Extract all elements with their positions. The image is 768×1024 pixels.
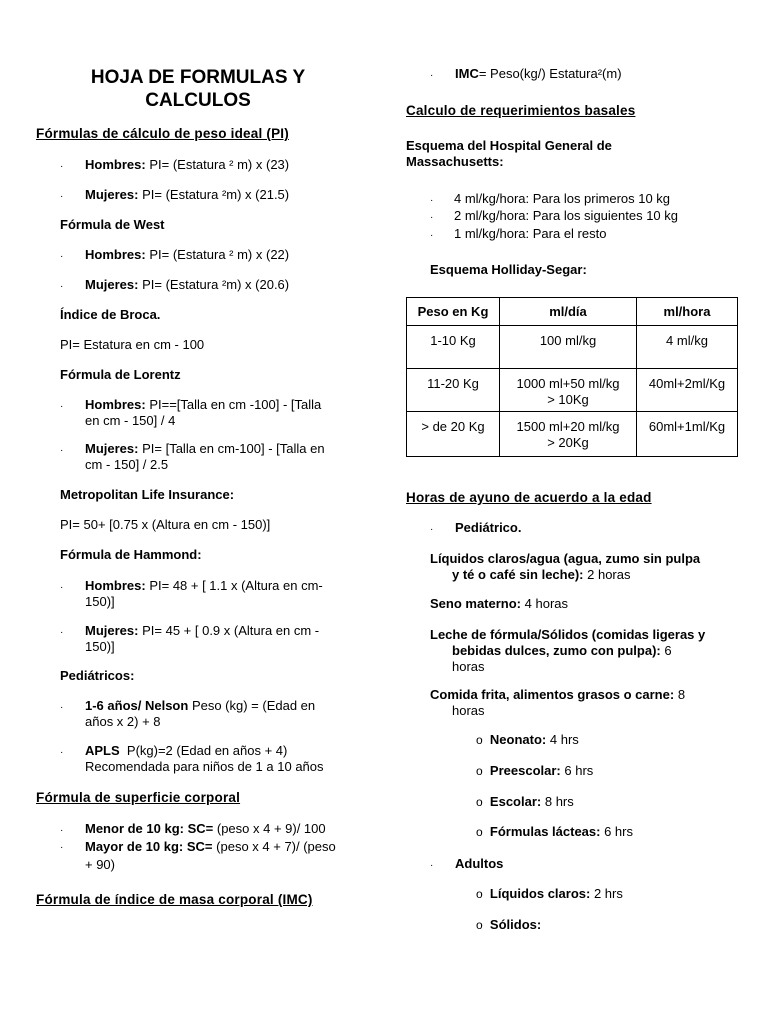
adultos-label: Adultos xyxy=(455,856,504,871)
metro-heading: Metropolitan Life Insurance: xyxy=(60,487,235,502)
table-header-cell: Peso en Kg xyxy=(407,298,500,326)
mass-item: 1 ml/kg/hora: Para el resto xyxy=(454,226,607,241)
mass-item: 2 ml/kg/hora: Para los siguientes 10 kg xyxy=(454,208,679,223)
adult-solidos-item: o Sólidos: xyxy=(476,917,542,932)
bullet-icon: · xyxy=(430,195,434,206)
req-heading: Calculo de requerimientos basales xyxy=(406,103,636,118)
leche-item: Leche de fórmula/Sólidos (comidas ligeras y bebidas dulces, zumo con pulpa): 6 horas xyxy=(430,627,706,674)
bullet-icon: · xyxy=(60,191,64,202)
liquidos-item: Líquidos claros/agua (agua, zumo sin pulpa y té o café sin leche): 2 horas xyxy=(430,551,701,582)
west-mujeres-text: Mujeres: PI= (Estatura ²m) x (20.6) xyxy=(85,277,290,292)
bullet-icon: · xyxy=(60,582,64,593)
bullet-icon: · xyxy=(60,251,64,262)
bullet-icon: · xyxy=(430,860,434,871)
imc-formula: IMC= Peso(kg/) Estatura²(m) xyxy=(455,66,622,81)
mass-heading: Esquema del Hospital General de Massachusetts: xyxy=(406,138,612,169)
lorentz-mujeres-text: Mujeres: PI= [Talla en cm-100] - [Talla en cm - 150] / 2.5 xyxy=(85,441,325,472)
circle-bullet-icon: o xyxy=(476,764,483,778)
ayuno-heading: Horas de ayuno de acuerdo a la edad xyxy=(406,490,652,505)
table-cell: > de 20 Kg xyxy=(407,412,500,457)
table-row xyxy=(407,412,738,457)
sc-mayor-text: Mayor de 10 kg: SC= (peso x 4 + 7)/ (peso + 90) xyxy=(85,839,336,872)
bullet-icon: · xyxy=(60,401,64,412)
bullet-icon: · xyxy=(430,524,434,535)
right-column xyxy=(406,0,740,1024)
table-row xyxy=(407,326,738,369)
table-cell: 1500 ml+20 ml/kg > 20Kg xyxy=(500,412,637,457)
bullet-icon: · xyxy=(60,161,64,172)
circle-bullet-icon: o xyxy=(476,825,483,839)
broca-formula: PI= Estatura en cm - 100 xyxy=(60,337,205,352)
page-title: HOJA DE FORMULAS Y CALCULOS xyxy=(90,67,306,111)
neonato-item: o Neonato: 4 hrs xyxy=(476,732,579,747)
west-heading: Fórmula de West xyxy=(60,217,165,232)
pediatrico-label: Pediátrico. xyxy=(455,520,522,535)
table-row xyxy=(407,369,738,412)
lorentz-hombres-text: Hombres: PI==[Talla en cm -100] - [Talla en cm - 150] / 4 xyxy=(85,397,322,428)
table-cell: 100 ml/kg xyxy=(500,326,637,369)
circle-bullet-icon: o xyxy=(476,918,483,932)
bullet-icon: · xyxy=(430,230,434,241)
hammond-mujeres-text: Mujeres: PI= 45 + [ 0.9 x (Altura en cm - 150)] xyxy=(85,623,320,654)
imc-heading: Fórmula de índice de masa corporal (IMC) xyxy=(36,892,313,907)
bullet-icon: · xyxy=(60,702,64,713)
bullet-icon: · xyxy=(430,212,434,223)
table-cell: 1000 ml+50 ml/kg > 10Kg xyxy=(500,369,637,412)
seno-item: Seno materno: 4 horas xyxy=(430,596,569,611)
pediatricos-heading: Pediátricos: xyxy=(60,668,135,683)
metro-formula: PI= 50+ [0.75 x (Altura en cm - 150)] xyxy=(60,517,271,532)
lorentz-heading: Fórmula de Lorentz xyxy=(60,367,181,382)
table-cell: 11-20 Kg xyxy=(407,369,500,412)
table-header-cell: ml/hora xyxy=(637,298,738,326)
bullet-icon: · xyxy=(60,747,64,758)
bullet-icon: · xyxy=(430,70,434,81)
formulas-lacteas-item: o Fórmulas lácteas: 6 hrs xyxy=(476,824,633,839)
pi-mujeres-text: Mujeres: PI= (Estatura ²m) x (21.5) xyxy=(85,187,290,202)
bullet-icon: · xyxy=(60,842,64,853)
bullet-icon: · xyxy=(60,825,64,836)
table-header-row xyxy=(407,298,738,326)
escolar-item: o Escolar: 8 hrs xyxy=(476,794,574,809)
hammond-heading: Fórmula de Hammond: xyxy=(60,547,202,562)
ped-nelson-text: 1-6 años/ Nelson Peso (kg) = (Edad en años x 2) + 8 xyxy=(85,698,316,729)
west-hombres-text: Hombres: PI= (Estatura ² m) x (22) xyxy=(85,247,290,262)
left-column xyxy=(36,0,376,1024)
bullet-icon: · xyxy=(60,627,64,638)
pi-hombres-item xyxy=(60,157,63,175)
mass-item: 4 ml/kg/hora: Para los primeros 10 kg xyxy=(454,191,671,206)
holliday-segar-table xyxy=(406,297,738,457)
pi-heading: Fórmulas de cálculo de peso ideal (PI) xyxy=(36,126,289,141)
table-cell: 1-10 Kg xyxy=(407,326,500,369)
preescolar-item: o Preescolar: 6 hrs xyxy=(476,763,594,778)
sc-heading: Fórmula de superficie corporal xyxy=(36,790,241,805)
adult-liquidos-item: o Líquidos claros: 2 hrs xyxy=(476,886,623,901)
table-cell: 40ml+2ml/Kg xyxy=(637,369,738,412)
holliday-heading: Esquema Holliday-Segar: xyxy=(430,262,587,277)
circle-bullet-icon: o xyxy=(476,795,483,809)
table-cell: 4 ml/kg xyxy=(637,326,738,369)
comida-item: Comida frita, alimentos grasos o carne: 8 horas xyxy=(430,687,686,718)
table-cell: 60ml+1ml/Kg xyxy=(637,412,738,457)
circle-bullet-icon: o xyxy=(476,733,483,747)
bullet-icon: · xyxy=(60,281,64,292)
broca-heading: Índice de Broca. xyxy=(60,307,161,322)
sc-menor-text: Menor de 10 kg: SC= (peso x 4 + 9)/ 100 xyxy=(85,821,326,836)
bullet-icon: · xyxy=(60,445,64,456)
pi-hombres-text: Hombres: PI= (Estatura ² m) x (23) xyxy=(85,157,290,172)
hammond-hombres-text: Hombres: PI= 48 + [ 1.1 x (Altura en cm- 150)] xyxy=(85,578,323,609)
table-header-cell: ml/día xyxy=(500,298,637,326)
ped-apls-text: APLS P(kg)=2 (Edad en años + 4) Recomendada para niños de 1 a 10 años xyxy=(85,743,324,774)
circle-bullet-icon: o xyxy=(476,887,483,901)
